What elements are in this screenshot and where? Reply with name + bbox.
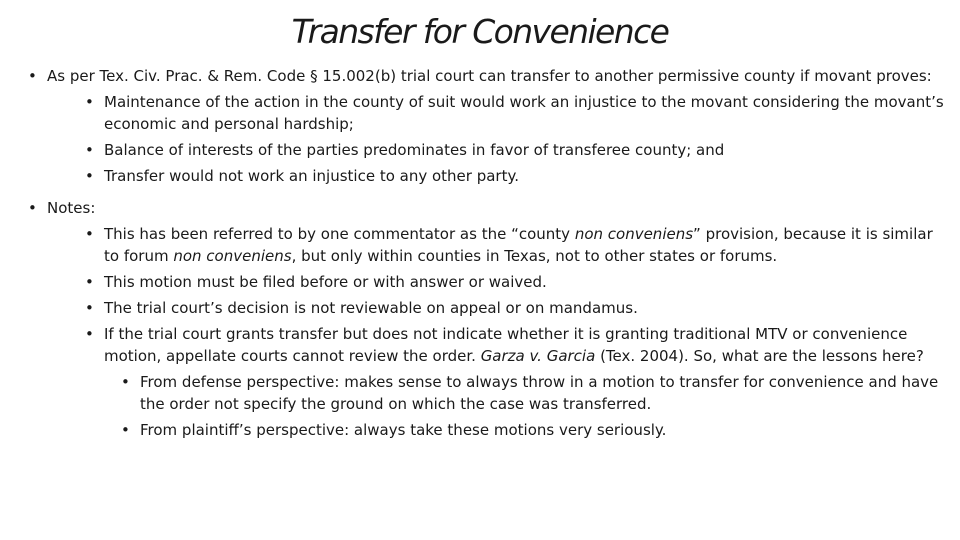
slide-body	[28, 65, 948, 441]
lessons-list	[121, 371, 948, 441]
note1-part-d: non conveniens	[173, 247, 292, 265]
main-bullet-list	[28, 65, 948, 441]
requirement-injustice-to-movant: • Maintenance of the action in the county of suit would work an injustice to the movant considering the movant’s economic and personal hardship;	[104, 91, 948, 135]
note4-part-c: (Tex. 2004). So, what are the lessons here?	[595, 347, 924, 365]
notes-list	[85, 223, 948, 441]
slide-title: Transfer for Convenience	[291, 12, 669, 51]
statute-requirements-list	[85, 91, 948, 187]
note1-part-c: ” provision, because it is similar to forum	[104, 225, 933, 265]
bullet-statute	[47, 65, 948, 187]
note-garza-v-garcia	[104, 323, 948, 441]
note-not-reviewable: • The trial court’s decision is not reviewable on appeal or on mandamus.	[104, 297, 948, 319]
note-county-non-conveniens	[104, 223, 948, 267]
bullet-notes-text: Notes:	[47, 199, 96, 217]
note4-part-a: If the trial court grants transfer but does not indicate whether it is granting traditional MTV or convenience motion, appellate courts cannot review the order.	[104, 325, 908, 365]
note1-part-b: non conveniens	[574, 225, 694, 243]
note1-part-a: This has been referred to by one commentator as the “county	[104, 225, 575, 243]
requirement-balance-of-interests: • Balance of interests of the parties predominates in favor of transferee county; and	[104, 139, 948, 161]
note4-case-name: Garza v. Garcia	[480, 347, 596, 365]
note-filing-deadline: • This motion must be filed before or with answer or waived.	[104, 271, 948, 293]
requirement-no-injustice-other-party: • Transfer would not work an injustice to any other party.	[104, 165, 948, 187]
lesson-defense-perspective: • From defense perspective: makes sense to always throw in a motion to transfer for convenience and have the order not specify the ground on which the case was transferred.	[140, 371, 948, 415]
bullet-statute-text: As per Tex. Civ. Prac. & Rem. Code § 15.002(b) trial court can transfer to another permissive county if movant proves:	[47, 67, 932, 85]
bullet-notes	[47, 197, 948, 441]
lesson-plaintiff-perspective: • From plaintiff’s perspective: always take these motions very seriously.	[140, 419, 948, 441]
note1-part-e: , but only within counties in Texas, not to other states or forums.	[291, 247, 778, 265]
